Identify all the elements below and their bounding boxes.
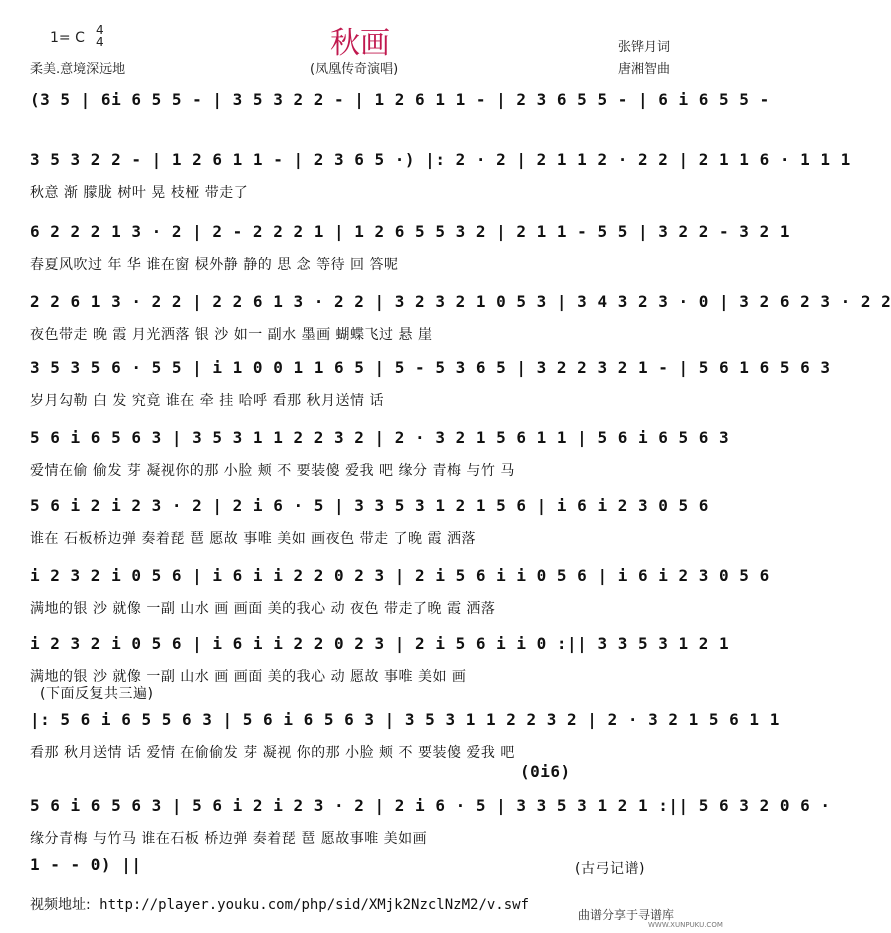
notation-row: i 2 3 2 i 0 5 6 | i 6 i i 2 2 0 2 3 | 2 i 5 6 i i 0 5 6 | i 6 i 2 3 0 5 6 xyxy=(30,566,770,585)
notation-row: 5 6 i 6 5 6 3 | 5 6 i 2 i 2 3 · 2 | 2 i 6 · 5 | 3 3 5 3 1 2 1 :|| 5 6 3 2 0 6 · xyxy=(30,796,831,815)
lyricist: 张铧月词 xyxy=(618,40,671,55)
notation-row: 3 5 3 5 6 · 5 5 | i 1 0 0 1 1 6 5 | 5 - 5 3 6 5 | 3 2 2 3 2 1 - | 5 6 1 6 5 6 3 xyxy=(30,358,831,377)
repeat-note: (下面反复共三遍) xyxy=(40,686,154,702)
lyrics-row: 夜色带走 晚 霞 月光洒落 银 沙 如一 副水 墨画 蝴蝶飞过 悬 崖 xyxy=(30,327,433,343)
lyrics-row: 爱情在偷 偷发 芽 凝视你的那 小脸 颊 不 要装傻 爱我 吧 缘分 青梅 与竹 马 xyxy=(30,463,515,479)
meter-top: 4 xyxy=(96,23,104,37)
notation-row: i 2 3 2 i 0 5 6 | i 6 i i 2 2 0 2 3 | 2 i 5 6 i i 0 :|| 3 3 5 3 1 2 1 xyxy=(30,634,730,653)
lyrics-row: 缘分青梅 与竹马 谁在石板 桥边弹 奏着琵 琶 愿故事唯 美如画 xyxy=(30,831,428,847)
notation-row: 5 6 i 6 5 6 3 | 3 5 3 1 1 2 2 3 2 | 2 · 3 2 1 5 6 1 1 | 5 6 i 6 5 6 3 xyxy=(30,428,730,447)
notation-row: 3 5 3 2 2 - | 1 2 6 1 1 - | 2 3 6 5 ·) |: 2 · 2 | 2 1 1 2 · 2 2 | 2 1 1 6 · 1 1 1 xyxy=(30,150,851,169)
performer: (凤凰传奇演唱) xyxy=(310,62,399,77)
final-bar: 1 - - 0) || xyxy=(30,855,142,874)
video-link-row xyxy=(30,894,529,914)
video-url[interactable]: http://player.youku.com/php/sid/XMjk2NzclNzM2/v.swf xyxy=(99,897,530,913)
notation-credit: (古弓记谱) xyxy=(575,861,645,877)
page-title: 秋画 xyxy=(330,26,390,61)
watermark: 曲谱分享于寻谱库 xyxy=(578,908,675,922)
lyrics-row: 岁月勾勒 白 发 究竟 谁在 牵 挂 哈呼 看那 秋月送情 话 xyxy=(30,393,385,409)
lyrics-row: 春夏风吹过 年 华 谁在窗 棂外静 静的 思 念 等待 回 答呢 xyxy=(30,257,399,273)
notation-row: 2 2 6 1 3 · 2 2 | 2 2 6 1 3 · 2 2 | 3 2 3 2 1 0 5 3 | 3 4 3 2 3 · 0 | 3 2 6 2 3 · 2 2 xyxy=(30,292,891,311)
time-signature xyxy=(96,24,104,48)
lyrics-row: 满地的银 沙 就像 一副 山水 画 画面 美的我心 动 夜色 带走了晚 霞 洒落 xyxy=(30,601,496,617)
alt-ending: (0i6) xyxy=(520,762,571,781)
mood-marking: 柔美.意境深远地 xyxy=(30,62,126,77)
lyrics-row: 谁在 石板桥边弹 奏着琵 琶 愿故 事唯 美如 画夜色 带走 了晚 霞 洒落 xyxy=(30,531,476,547)
notation-row: 5 6 i 2 i 2 3 · 2 | 2 i 6 · 5 | 3 3 5 3 1 2 1 5 6 | i 6 i 2 3 0 5 6 xyxy=(30,496,709,515)
lyrics-row: 看那 秋月送情 话 爱情 在偷偷发 芽 凝视 你的那 小脸 颊 不 要装傻 爱我 吧 xyxy=(30,745,515,761)
key-signature: 1= C xyxy=(50,30,85,46)
notation-row: (3 5 | 6i 6 5 5 - | 3 5 3 2 2 - | 1 2 6 1 1 - | 2 3 6 5 5 - | 6 i 6 5 5 - xyxy=(30,90,770,109)
meter-bottom: 4 xyxy=(96,35,104,49)
video-label: 视频地址: xyxy=(30,897,91,913)
watermark-url: WWW.XUNPUKU.COM xyxy=(648,921,723,929)
lyrics-row: 满地的银 沙 就像 一副 山水 画 画面 美的我心 动 愿故 事唯 美如 画 xyxy=(30,669,467,685)
notation-row: 6 2 2 2 1 3 · 2 | 2 - 2 2 2 1 | 1 2 6 5 5 3 2 | 2 1 1 - 5 5 | 3 2 2 - 3 2 1 xyxy=(30,222,790,241)
lyrics-row: 秋意 渐 朦胧 树叶 晃 枝桠 带走了 xyxy=(30,185,249,201)
notation-row: |: 5 6 i 6 5 5 6 3 | 5 6 i 6 5 6 3 | 3 5 3 1 1 2 2 3 2 | 2 · 3 2 1 5 6 1 1 xyxy=(30,710,780,729)
composer: 唐湘智曲 xyxy=(618,62,671,77)
